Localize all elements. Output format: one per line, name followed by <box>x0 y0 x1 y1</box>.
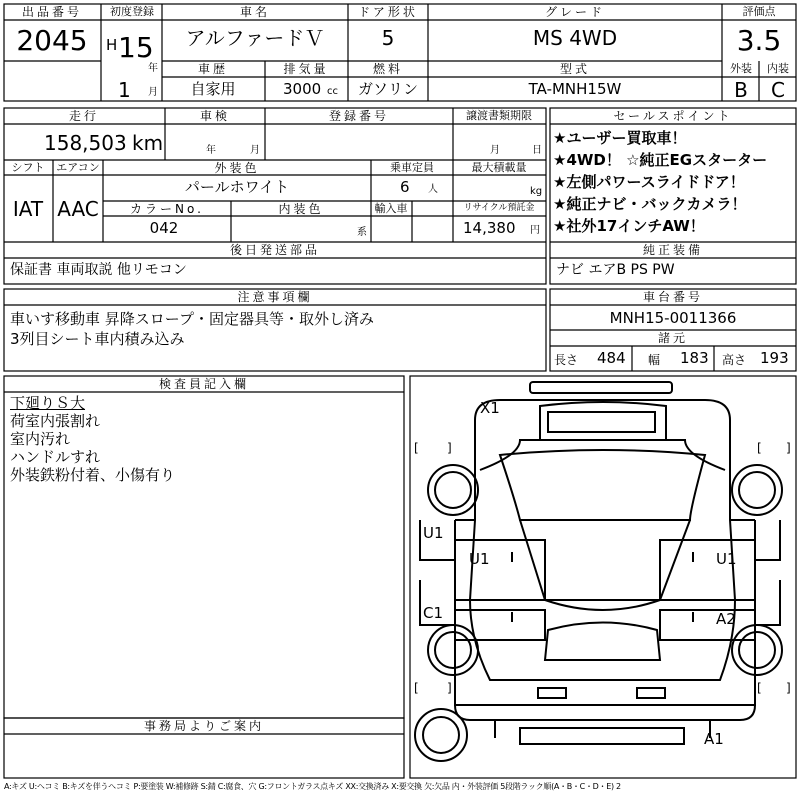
sales-points-header: セールスポイント <box>613 109 733 123</box>
history-value: 自家用 <box>190 80 236 98</box>
later-parts-value: 保証書 車両取説 他リモコン <box>10 262 187 278</box>
first-registration-header: 初度登録 <box>110 5 154 18</box>
sales-point: ★社外17インチAW！ <box>553 217 705 235</box>
fuel-header: 燃料 <box>372 62 404 76</box>
svg-text:]: ] <box>786 681 791 695</box>
lot-number-header: 出品番号 <box>21 5 83 19</box>
recycle-deposit-header: リサイクル預託金 <box>463 203 535 213</box>
exterior-color-value: パールホワイト <box>184 178 290 196</box>
model-code-value: TA-MNH15W <box>528 80 622 98</box>
width-label: 幅 <box>648 353 661 367</box>
grade-value: MS 4WD <box>532 26 618 50</box>
notes-line: 3列目シート車内積み込み <box>10 330 185 348</box>
color-no-header: カラーNo. <box>130 202 204 216</box>
capacity-unit: 人 <box>428 184 438 195</box>
svg-text:[: [ <box>414 681 419 695</box>
inspection-year-unit: 年 <box>206 145 216 156</box>
notes-line: 車いす移動車 昇降スロープ・固定器具等・取外し済み <box>10 310 375 328</box>
inspector-notes-header: 検査員記入欄 <box>158 377 250 391</box>
genuine-equipment-header: 純正装備 <box>642 243 704 257</box>
exterior-grade-value: B <box>734 78 748 102</box>
width-value: 183 <box>680 349 709 367</box>
displacement-header: 排気量 <box>283 62 329 76</box>
aircon-value: AAC <box>57 197 99 221</box>
svg-text:[: [ <box>757 681 762 695</box>
interior-grade-header: 内装 <box>767 62 789 75</box>
damage-mark-c1: C1 <box>423 604 444 622</box>
registration-year: 15 <box>118 31 154 64</box>
svg-text:[: [ <box>757 441 762 455</box>
damage-mark-x1: X1 <box>480 399 500 417</box>
mileage-unit: km <box>132 131 164 155</box>
chassis-number-value: MNH15-0011366 <box>609 309 737 327</box>
genuine-equipment-value: ナビ エアB PS PW <box>556 262 675 278</box>
grade-header: グレード <box>544 5 606 19</box>
office-notice-header: 事務局よりご案内 <box>143 719 265 733</box>
color-no-value: 042 <box>149 219 179 237</box>
damage-mark-u1-left-fender: U1 <box>423 524 444 542</box>
year-unit: 年 <box>148 63 158 74</box>
month-unit: 月 <box>148 87 158 98</box>
interior-color-header: 内装色 <box>278 202 324 216</box>
transfer-day-unit: 日 <box>532 145 542 156</box>
svg-text:]: ] <box>447 441 452 455</box>
svg-text:]: ] <box>786 441 791 455</box>
aircon-header: エアコン <box>56 161 100 174</box>
registration-era: H <box>106 36 118 54</box>
fuel-value: ガソリン <box>357 80 419 98</box>
car-name-header: 車名 <box>239 5 271 19</box>
door-count: 5 <box>381 26 395 50</box>
door-type-header: ドア形状 <box>358 5 418 19</box>
recycle-deposit-value: 14,380 <box>463 219 516 237</box>
later-parts-header: 後日発送部品 <box>229 243 321 257</box>
shift-header: シフト <box>11 161 45 174</box>
car-name: アルファードＶ <box>185 26 325 50</box>
inspector-note: ハンドルすれ <box>10 448 101 466</box>
max-load-header: 最大積載量 <box>471 161 527 174</box>
score-value: 3.5 <box>736 24 782 57</box>
history-header: 車歴 <box>197 62 229 76</box>
sales-point: ★左側パワースライドドア！ <box>553 173 745 191</box>
damage-mark-a2: A2 <box>716 610 736 628</box>
length-value: 484 <box>597 349 626 367</box>
shift-value: IAT <box>12 197 44 221</box>
inspector-note: 室内汚れ <box>10 430 71 448</box>
sales-point: ★ユーザー買取車！ <box>553 129 687 147</box>
sales-point: ★4WD！ ☆純正EGスターター <box>553 151 768 169</box>
interior-grade-value: C <box>771 78 785 102</box>
damage-mark-a1: A1 <box>704 730 724 748</box>
chassis-number-header: 車台番号 <box>642 290 704 304</box>
import-header: 輸入車 <box>374 202 408 215</box>
inspector-note: 下廻りＳ大 <box>10 394 86 412</box>
lot-number: 2045 <box>16 24 88 57</box>
svg-text:[: [ <box>414 441 419 455</box>
damage-legend: A:キズ U:ヘコミ B:キズを伴うヘコミ P:要塗装 W:補修跡 S:錆 C:腐食、穴 G:フロントガラス点キズ XX:交換済み X:要交換 欠:欠品 内・外装評価 5段階ラック順(A・B・C・D・E) 2 <box>4 782 621 791</box>
capacity-value: 6 <box>400 178 410 196</box>
car-damage-diagram <box>415 382 782 761</box>
displacement-unit: cc <box>327 86 338 97</box>
registration-month: 1 <box>118 78 131 102</box>
mileage-header: 走行 <box>68 109 100 123</box>
svg-text:]: ] <box>447 681 452 695</box>
inspection-month-unit: 月 <box>250 145 260 156</box>
damage-mark-u1-left-door: U1 <box>469 550 490 568</box>
sales-point: ★純正ナビ・バックカメラ！ <box>553 195 747 213</box>
length-label: 長さ <box>554 353 579 367</box>
registration-number-header: 登録番号 <box>328 109 390 123</box>
exterior-grade-header: 外装 <box>730 62 752 75</box>
height-label: 高さ <box>722 353 747 367</box>
max-load-unit: kg <box>530 186 543 197</box>
inspection-header: 車検 <box>199 109 231 123</box>
transfer-deadline-header: 譲渡書類期限 <box>466 109 532 122</box>
exterior-color-header: 外装色 <box>214 161 260 175</box>
interior-color-suffix: 系 <box>357 227 367 238</box>
mileage-value: 158,503 <box>44 131 127 155</box>
height-value: 193 <box>760 349 789 367</box>
recycle-unit: 円 <box>530 225 540 236</box>
notes-header: 注意事項欄 <box>237 290 313 304</box>
displacement-value: 3000 <box>283 80 322 98</box>
damage-mark-u1-right-door: U1 <box>716 550 737 568</box>
capacity-header: 乗車定員 <box>390 161 434 174</box>
model-code-header: 型式 <box>559 62 591 76</box>
inspector-note: 外装鉄粉付着、小傷有り <box>10 466 176 484</box>
dimensions-header: 諸元 <box>657 331 689 345</box>
inspector-note: 荷室内張割れ <box>10 412 101 430</box>
score-header: 評価点 <box>742 5 776 18</box>
transfer-month-unit: 月 <box>490 145 500 156</box>
